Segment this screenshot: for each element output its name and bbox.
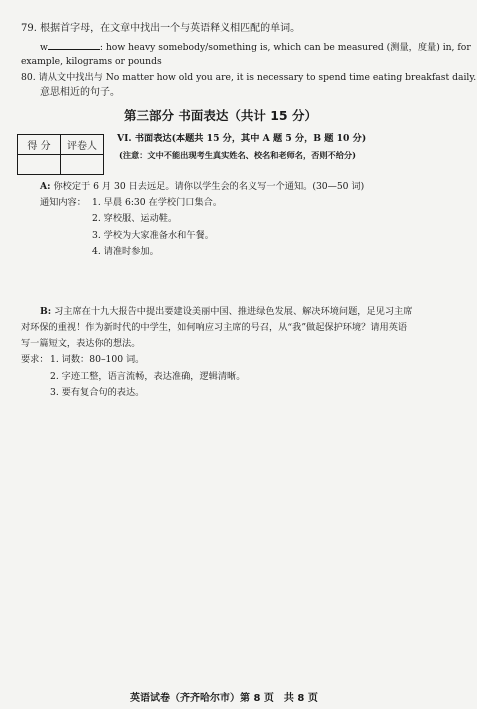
writing-note: (注意：文中不能出现考生真实姓名、校名和老师名，否则不给分) xyxy=(119,150,356,160)
task-b-line1 xyxy=(40,305,412,318)
task-b-requirements-label: 要求： xyxy=(21,354,49,365)
task-b-requirement: 1. 词数：80–100 词。 xyxy=(50,354,145,365)
task-a-label: A: xyxy=(40,181,51,192)
score-label: 得 分 xyxy=(18,135,61,155)
grader-cell[interactable] xyxy=(61,155,104,175)
task-a-content-label: 通知内容： xyxy=(40,197,86,208)
writing-heading: VI. 书面表达(本题共 15 分，其中 A 题 5 分，B 题 10 分) xyxy=(117,133,367,144)
task-a-item: 3. 学校为大家准备水和午餐。 xyxy=(92,230,214,241)
q79-prefix: w xyxy=(40,42,48,53)
q79-definition: : how heavy somebody/something is, which can be measured (测量，度量) in, for xyxy=(99,42,471,53)
q79-answer-blank[interactable] xyxy=(48,40,100,50)
task-b-line3: 写一篇短文，表达你的想法。 xyxy=(21,338,141,349)
task-b-requirement: 3. 要有复合句的表达。 xyxy=(50,387,145,398)
score-cell[interactable] xyxy=(18,155,61,175)
q79-definition-line xyxy=(40,40,471,54)
page-footer: 英语试卷（齐齐哈尔市）第 8 页 共 8 页 xyxy=(130,693,318,704)
task-b-text: 习主席在十九大报告中提出要建设美丽中国、推进绿色发展、解决环境问题，足见习主席 xyxy=(54,306,413,317)
q79-definition-cont: example, kilograms or pounds xyxy=(21,56,162,67)
score-table xyxy=(17,134,104,175)
q80-instruction: 80. 请从文中找出与 No matter how old you are, it is necessary to spend time eating breakfast daily. xyxy=(21,72,477,83)
section-title: 第三部分 书面表达（共计 15 分） xyxy=(124,108,317,123)
task-a-item: 4. 请准时参加。 xyxy=(92,246,159,257)
task-b-requirement: 2. 字迹工整，语言流畅，表达准确，逻辑清晰。 xyxy=(50,371,246,382)
task-a-prompt-line xyxy=(40,180,364,193)
task-a-item: 1. 早晨 6:30 在学校门口集合。 xyxy=(92,197,223,208)
q79-instruction: 79. 根据首字母，在文章中找出一个与英语释义相匹配的单词。 xyxy=(21,23,301,34)
grader-label: 评卷人 xyxy=(61,135,104,155)
q80-instruction-cont: 意思相近的句子。 xyxy=(40,87,120,98)
task-b-line2: 对环保的重视！作为新时代的中学生，如何响应习主席的号召，从“我”做起保护环境？请用英语 xyxy=(21,322,408,333)
task-a-item: 2. 穿校服、运动鞋。 xyxy=(92,213,178,224)
task-a-prompt: 你校定于 6 月 30 日去远足。请你以学生会的名义写一个通知。(30—50 词) xyxy=(53,181,365,192)
task-b-label: B: xyxy=(40,306,52,317)
